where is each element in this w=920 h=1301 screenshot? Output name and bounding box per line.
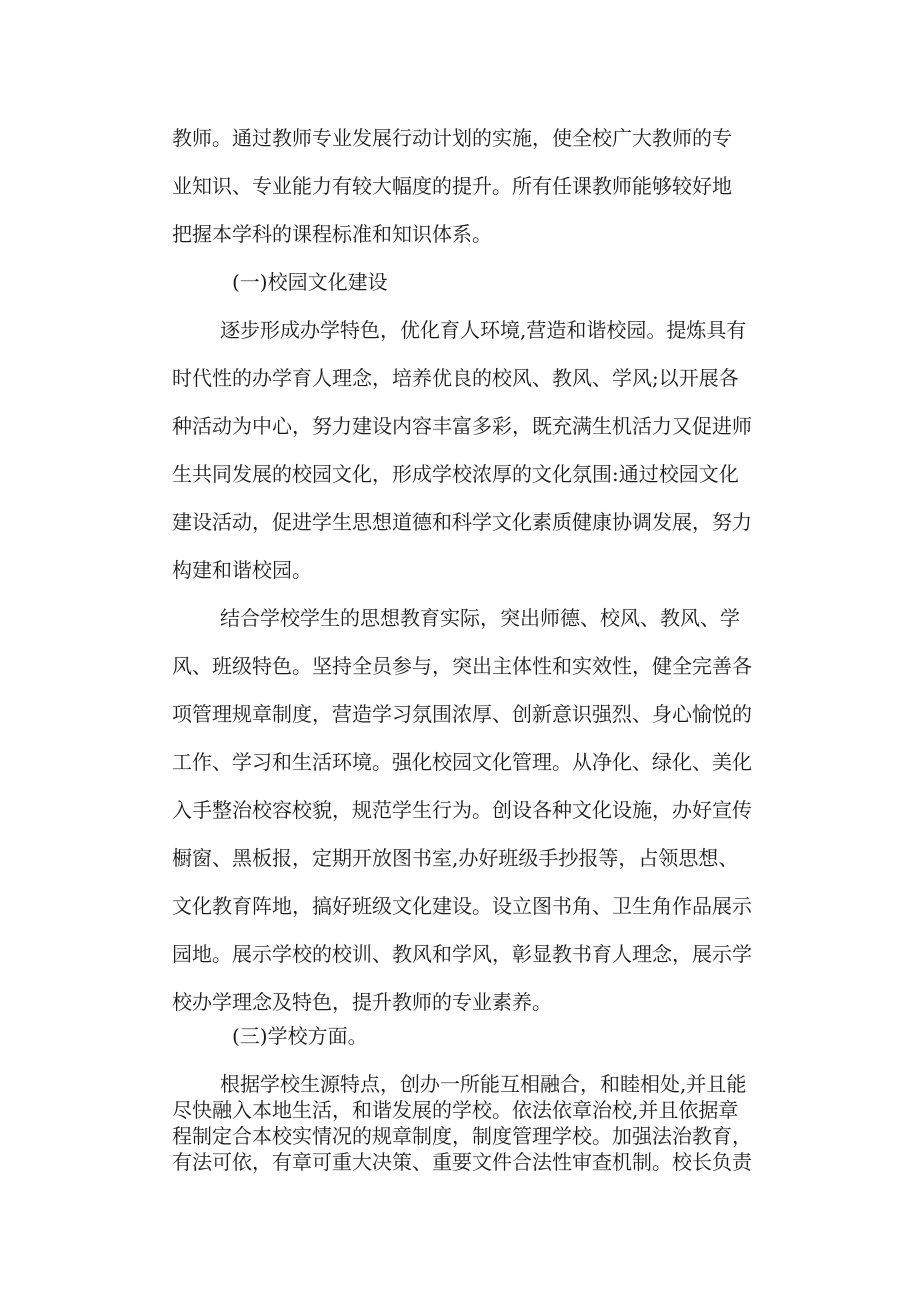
text-line: 构建和谐校园。: [172, 558, 312, 582]
text-line: 种活动为中心，努力建设内容丰富多彩，既充满生机活力又促进师: [172, 414, 752, 438]
text-line: 文化教育阵地，搞好班级文化建设。设立图书角、卫生角作品展示: [172, 894, 752, 918]
text-line: 风、班级特色。坚持全员参与，突出主体性和实效性，健全完善各: [172, 654, 752, 678]
text-line: 建设活动，促进学生思想道德和科学文化素质健康协调发展，努力: [172, 510, 752, 534]
text-line: 生共同发展的校园文化，形成学校浓厚的文化氛围:通过校园文化: [172, 462, 739, 486]
text-line: 入手整治校容校貌，规范学生行为。创设各种文化设施，办好宣传: [172, 798, 752, 822]
text-line: 有法可依，有章可重大决策、重要文件合法性审查机制。校长负责: [172, 1150, 752, 1174]
text-line: 业知识、专业能力有较大幅度的提升。所有任课教师能够较好地: [172, 174, 732, 198]
text-line: 园地。展示学校的校训、教风和学风，彰显教书育人理念，展示学: [172, 942, 752, 966]
text-line: 程制定合本校实情况的规章制度，制度管理学校。加强法治教育，: [172, 1124, 752, 1148]
text-line: 逐步形成办学特色，优化育人环境,营造和谐校园。提炼具有: [220, 318, 747, 342]
text-line: 把握本学科的课程标准和知识体系。: [172, 222, 492, 246]
text-line: 尽快融入本地生活，和谐发展的学校。依法依章治校,并且依据章: [172, 1098, 739, 1122]
text-line: 橱窗、黑板报，定期开放图书室,办好班级手抄报等，占领思想、: [172, 846, 739, 870]
section-heading-school-aspect: (三)学校方面。: [232, 1024, 368, 1048]
text-line: 校办学理念及特色，提升教师的专业素养。: [172, 990, 552, 1014]
text-line: 教师。通过教师专业发展行动计划的实施，使全校广大教师的专: [172, 126, 732, 150]
text-line: 结合学校学生的思想教育实际，突出师德、校风、教风、学: [220, 606, 740, 630]
text-line: 时代性的办学育人理念，培养优良的校风、教风、学风;以开展各: [172, 366, 739, 390]
section-heading-campus-culture: (一)校园文化建设: [232, 270, 388, 294]
text-line: 根据学校生源特点，创办一所能互相融合，和睦相处,并且能: [220, 1072, 747, 1096]
text-line: 项管理规章制度，营造学习氛围浓厚、创新意识强烈、身心愉悦的: [172, 702, 752, 726]
text-line: 工作、学习和生活环境。强化校园文化管理。从净化、绿化、美化: [172, 750, 752, 774]
